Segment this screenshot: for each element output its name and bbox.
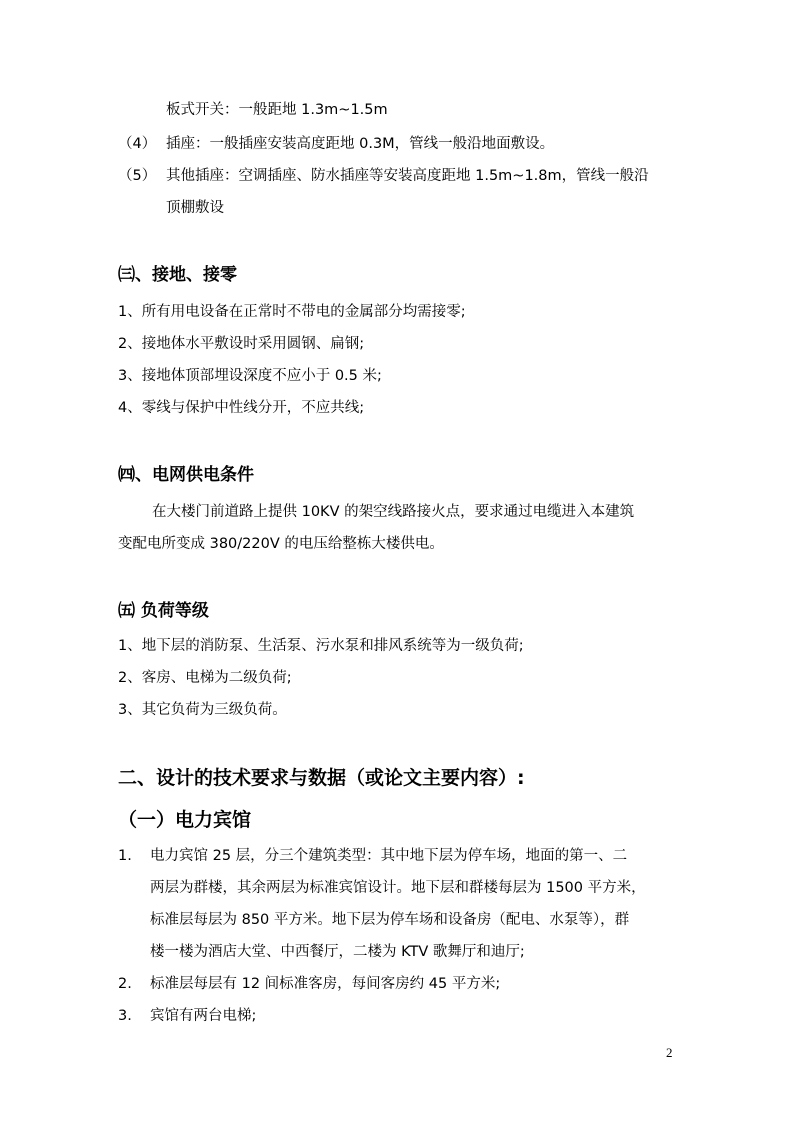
grid-supply-para-line-2: 变配电所变成 380/220V 的电压给整栋大楼供电。 <box>118 536 444 552</box>
item-5-text-line-2: 顶棚敷设 <box>166 200 224 216</box>
load-grade-heading: ㈤ 负荷等级 <box>118 601 209 621</box>
grounding-item-1: 1、所有用电设备在正常时不带电的金属部分均需接零; <box>118 304 466 320</box>
grid-supply-para-line-1: 在大楼门前道路上提供 10KV 的架空线路接火点，要求通过电缆进入本建筑 <box>152 504 635 520</box>
design-item-1-line-1: 电力宾馆 25 层，分三个建筑类型：其中地下层为停车场，地面的第一、二 <box>150 848 628 864</box>
item-4-number: （4） <box>118 136 157 152</box>
grounding-heading: ㈢、接地、接零 <box>118 265 237 285</box>
item-4-text: 插座：一般插座安装高度距地 0.3M，管线一般沿地面敷设。 <box>166 136 555 152</box>
page-number: 2 <box>666 1045 673 1060</box>
load-grade-item-2: 2、客房、电梯为二级负荷; <box>118 670 292 686</box>
design-item-1-line-4: 楼一楼为酒店大堂、中西餐厅，二楼为 KTV 歌舞厅和迪厅; <box>150 944 525 960</box>
grounding-item-2: 2、接地体水平敷设时采用圆钢、扁钢; <box>118 336 365 352</box>
design-item-2-text: 标准层每层有 12 间标准客房，每间客房约 45 平方米; <box>150 976 501 992</box>
grounding-item-4: 4、零线与保护中性线分开，不应共线; <box>118 400 365 416</box>
grid-supply-heading: ㈣、电网供电条件 <box>118 465 254 485</box>
electric-hotel-subheading: （一）电力宾馆 <box>118 809 252 831</box>
design-requirements-heading: 二、设计的技术要求与数据（或论文主要内容）: <box>118 767 525 789</box>
grounding-item-3: 3、接地体顶部埋设深度不应小于 0.5 米; <box>118 368 382 384</box>
board-switch-text: 板式开关：一般距地 1.3m~1.5m <box>166 102 388 118</box>
design-item-1-number: 1. <box>118 848 132 864</box>
item-5-number: （5） <box>118 168 157 184</box>
load-grade-item-3: 3、其它负荷为三级负荷。 <box>118 702 287 718</box>
design-item-1-line-3: 标准层每层为 850 平方米。地下层为停车场和设备房（配电、水泵等），群 <box>150 912 630 928</box>
load-grade-item-1: 1、地下层的消防泵、生活泵、污水泵和排风系统等为一级负荷; <box>118 638 524 654</box>
design-item-3-number: 3. <box>118 1008 132 1024</box>
item-5-text-line-1: 其他插座：空调插座、防水插座等安装高度距地 1.5m~1.8m，管线一般沿 <box>166 168 649 184</box>
design-item-1-line-2: 两层为群楼，其余两层为标准宾馆设计。地下层和群楼每层为 1500 平方米， <box>150 880 646 896</box>
design-item-2-number: 2. <box>118 976 132 992</box>
design-item-3-text: 宾馆有两台电梯; <box>150 1008 257 1024</box>
